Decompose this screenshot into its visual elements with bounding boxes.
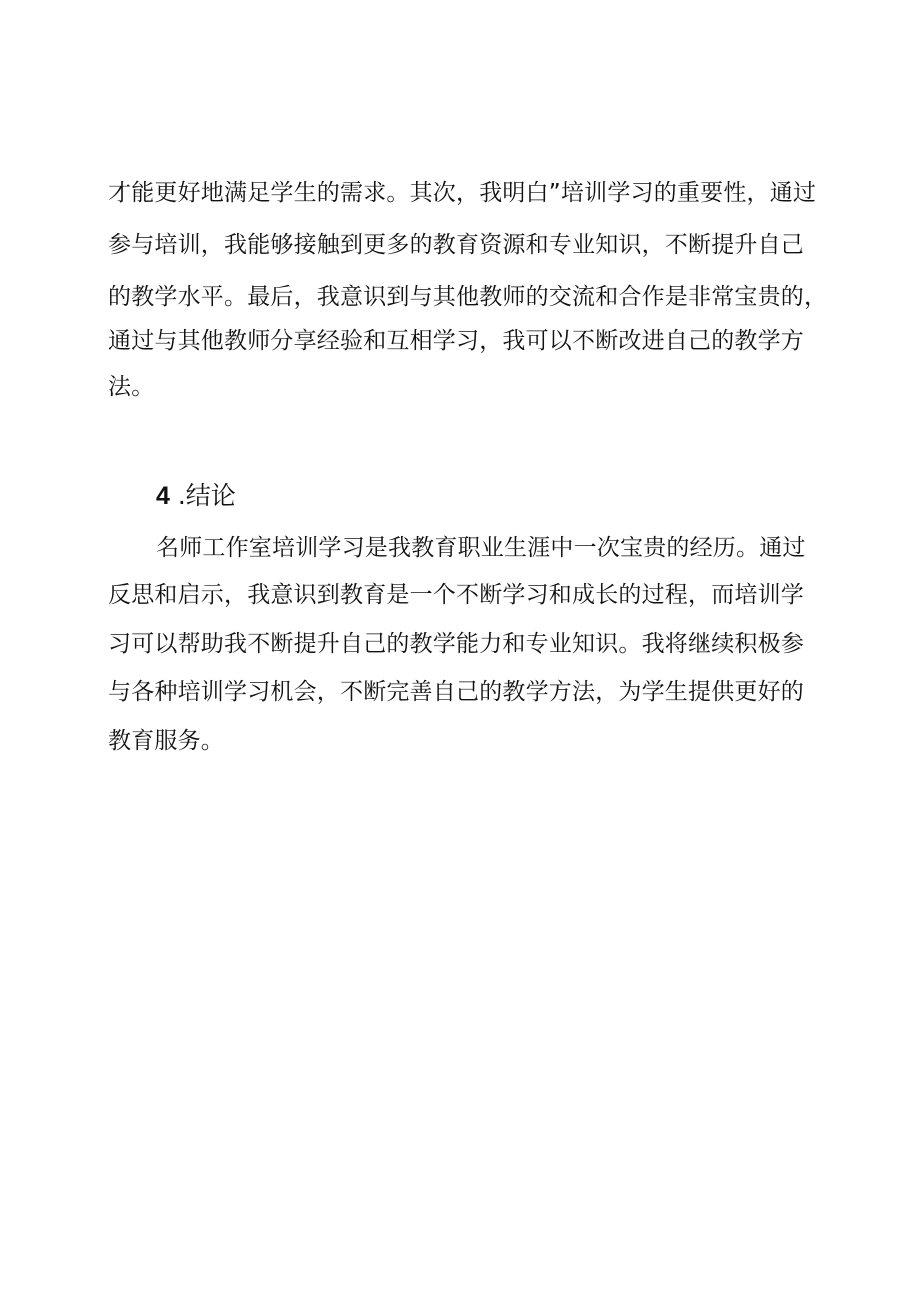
paragraph-line: 的教学水平。最后，我意识到与其他教师的交流和合作是非常宝贵的， (108, 284, 828, 310)
paragraph-line: 名师工作室培训学习是我教育职业生涯中一次宝贵的经历。通过 (156, 535, 806, 561)
section-title: .结论 (177, 481, 236, 510)
paragraph-line: 反思和启示，我意识到教育是一个不断学习和成长的过程，而培训学 (108, 582, 804, 608)
paragraph-line: 才能更好地满足学生的需求。其次，我明白”培训学习的重要性，通过 (108, 180, 817, 206)
paragraph-line: 参与培训，我能够接触到更多的教育资源和专业知识，不断提升自己 (108, 232, 804, 258)
section-number: 4 (156, 482, 170, 510)
paragraph-line: 与各种培训学习机会，不断完善自己的教学方法，为学生提供更好的 (108, 679, 804, 705)
paragraph-line: 教育服务。 (108, 728, 224, 754)
section-heading (156, 480, 236, 512)
paragraph-line: 通过与其他教师分享经验和互相学习，我可以不断改进自己的教学方 (108, 328, 804, 354)
paragraph-line: 法。 (108, 374, 155, 400)
paragraph-line: 习可以帮助我不断提升自己的教学能力和专业知识。我将继续积极参 (108, 631, 804, 657)
